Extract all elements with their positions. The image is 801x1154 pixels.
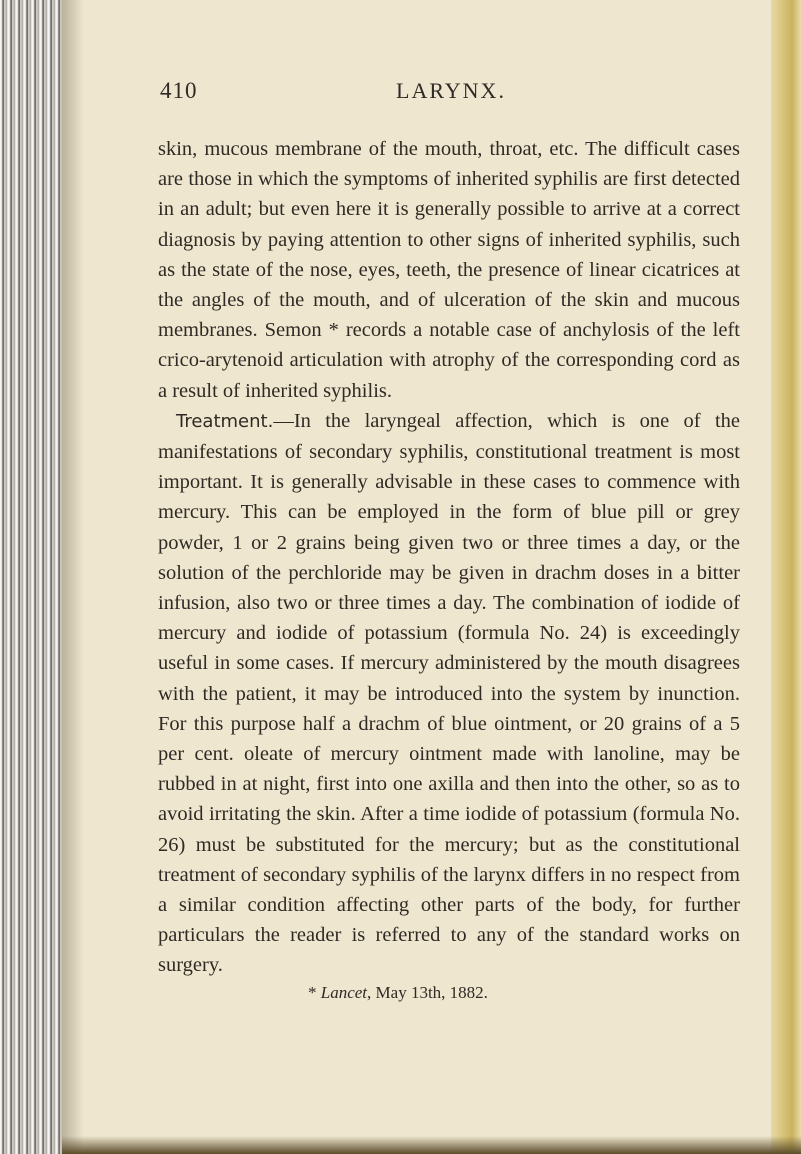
running-title: LARYNX. — [396, 78, 506, 103]
book-page — [158, 78, 740, 1003]
page-number: 410 — [160, 78, 198, 103]
footnote-source: Lancet — [320, 982, 368, 1002]
footnote-marker: * — [308, 982, 321, 1002]
body-text — [158, 134, 740, 981]
running-head — [158, 78, 740, 118]
footnote-date: , May 13th, 1882. — [367, 982, 488, 1002]
page-bottom-edge — [62, 1136, 801, 1154]
book-binding-edge — [0, 0, 62, 1154]
paragraph-inherited-syphilis: skin, mucous membrane of the mouth, throat, etc. The difficult cases are those in which the symptoms of inherited syphilis are first detected in an adult; but even here it is generally possible to arrive at a correct diagnosis by paying attention to other signs of inherited syphilis, such as the state of the nose, eyes, teeth, the presence of linear cicatrices at the angles of the mouth, and of ulceration of the skin and mucous membranes. Semon * records a notable case of anchylosis of the left crico-arytenoid articulation with atrophy of the corresponding cord as a result of inherited syphilis. — [158, 138, 740, 402]
treatment-text: —In the laryngeal affection, which is one of the manifestations of secondary syphilis, constitutional treatment is most important. It is generally advisable in these cases to commence with mercury. This can be employed in the form of blue pill or grey powder, 1 or 2 grains being given two or three times a day, or the solution of the perchloride may be given in drachm doses in a bitter infusion, also two or three times a day. The combination of iodide of mercury and iodide of potassium (formula No. 24) is exceedingly useful in some cases. If mercury administered by the mouth disagrees with the patient, it may be introduced into the system by inunction. For this purpose half a drachm of blue ointment, or 20 grains of a 5 per cent. oleate of mercury ointment made with lanoline, may be rubbed in at night, first into one axilla and then into the other, so as to avoid irritating the skin. After a time iodide of potassium (formula No. 26) must be substituted for the mercury; but as the constitutional treatment of secondary syphilis of the larynx differs in no respect from a similar condition affecting other parts of the body, for further particulars the reader is referred to any of the standard works on surgery. — [158, 409, 740, 977]
paragraph-treatment — [158, 406, 740, 981]
treatment-heading: Treatment. — [176, 410, 274, 432]
footnote — [158, 983, 740, 1003]
page-fore-edge — [771, 0, 801, 1154]
gutter-shadow — [62, 0, 84, 1154]
